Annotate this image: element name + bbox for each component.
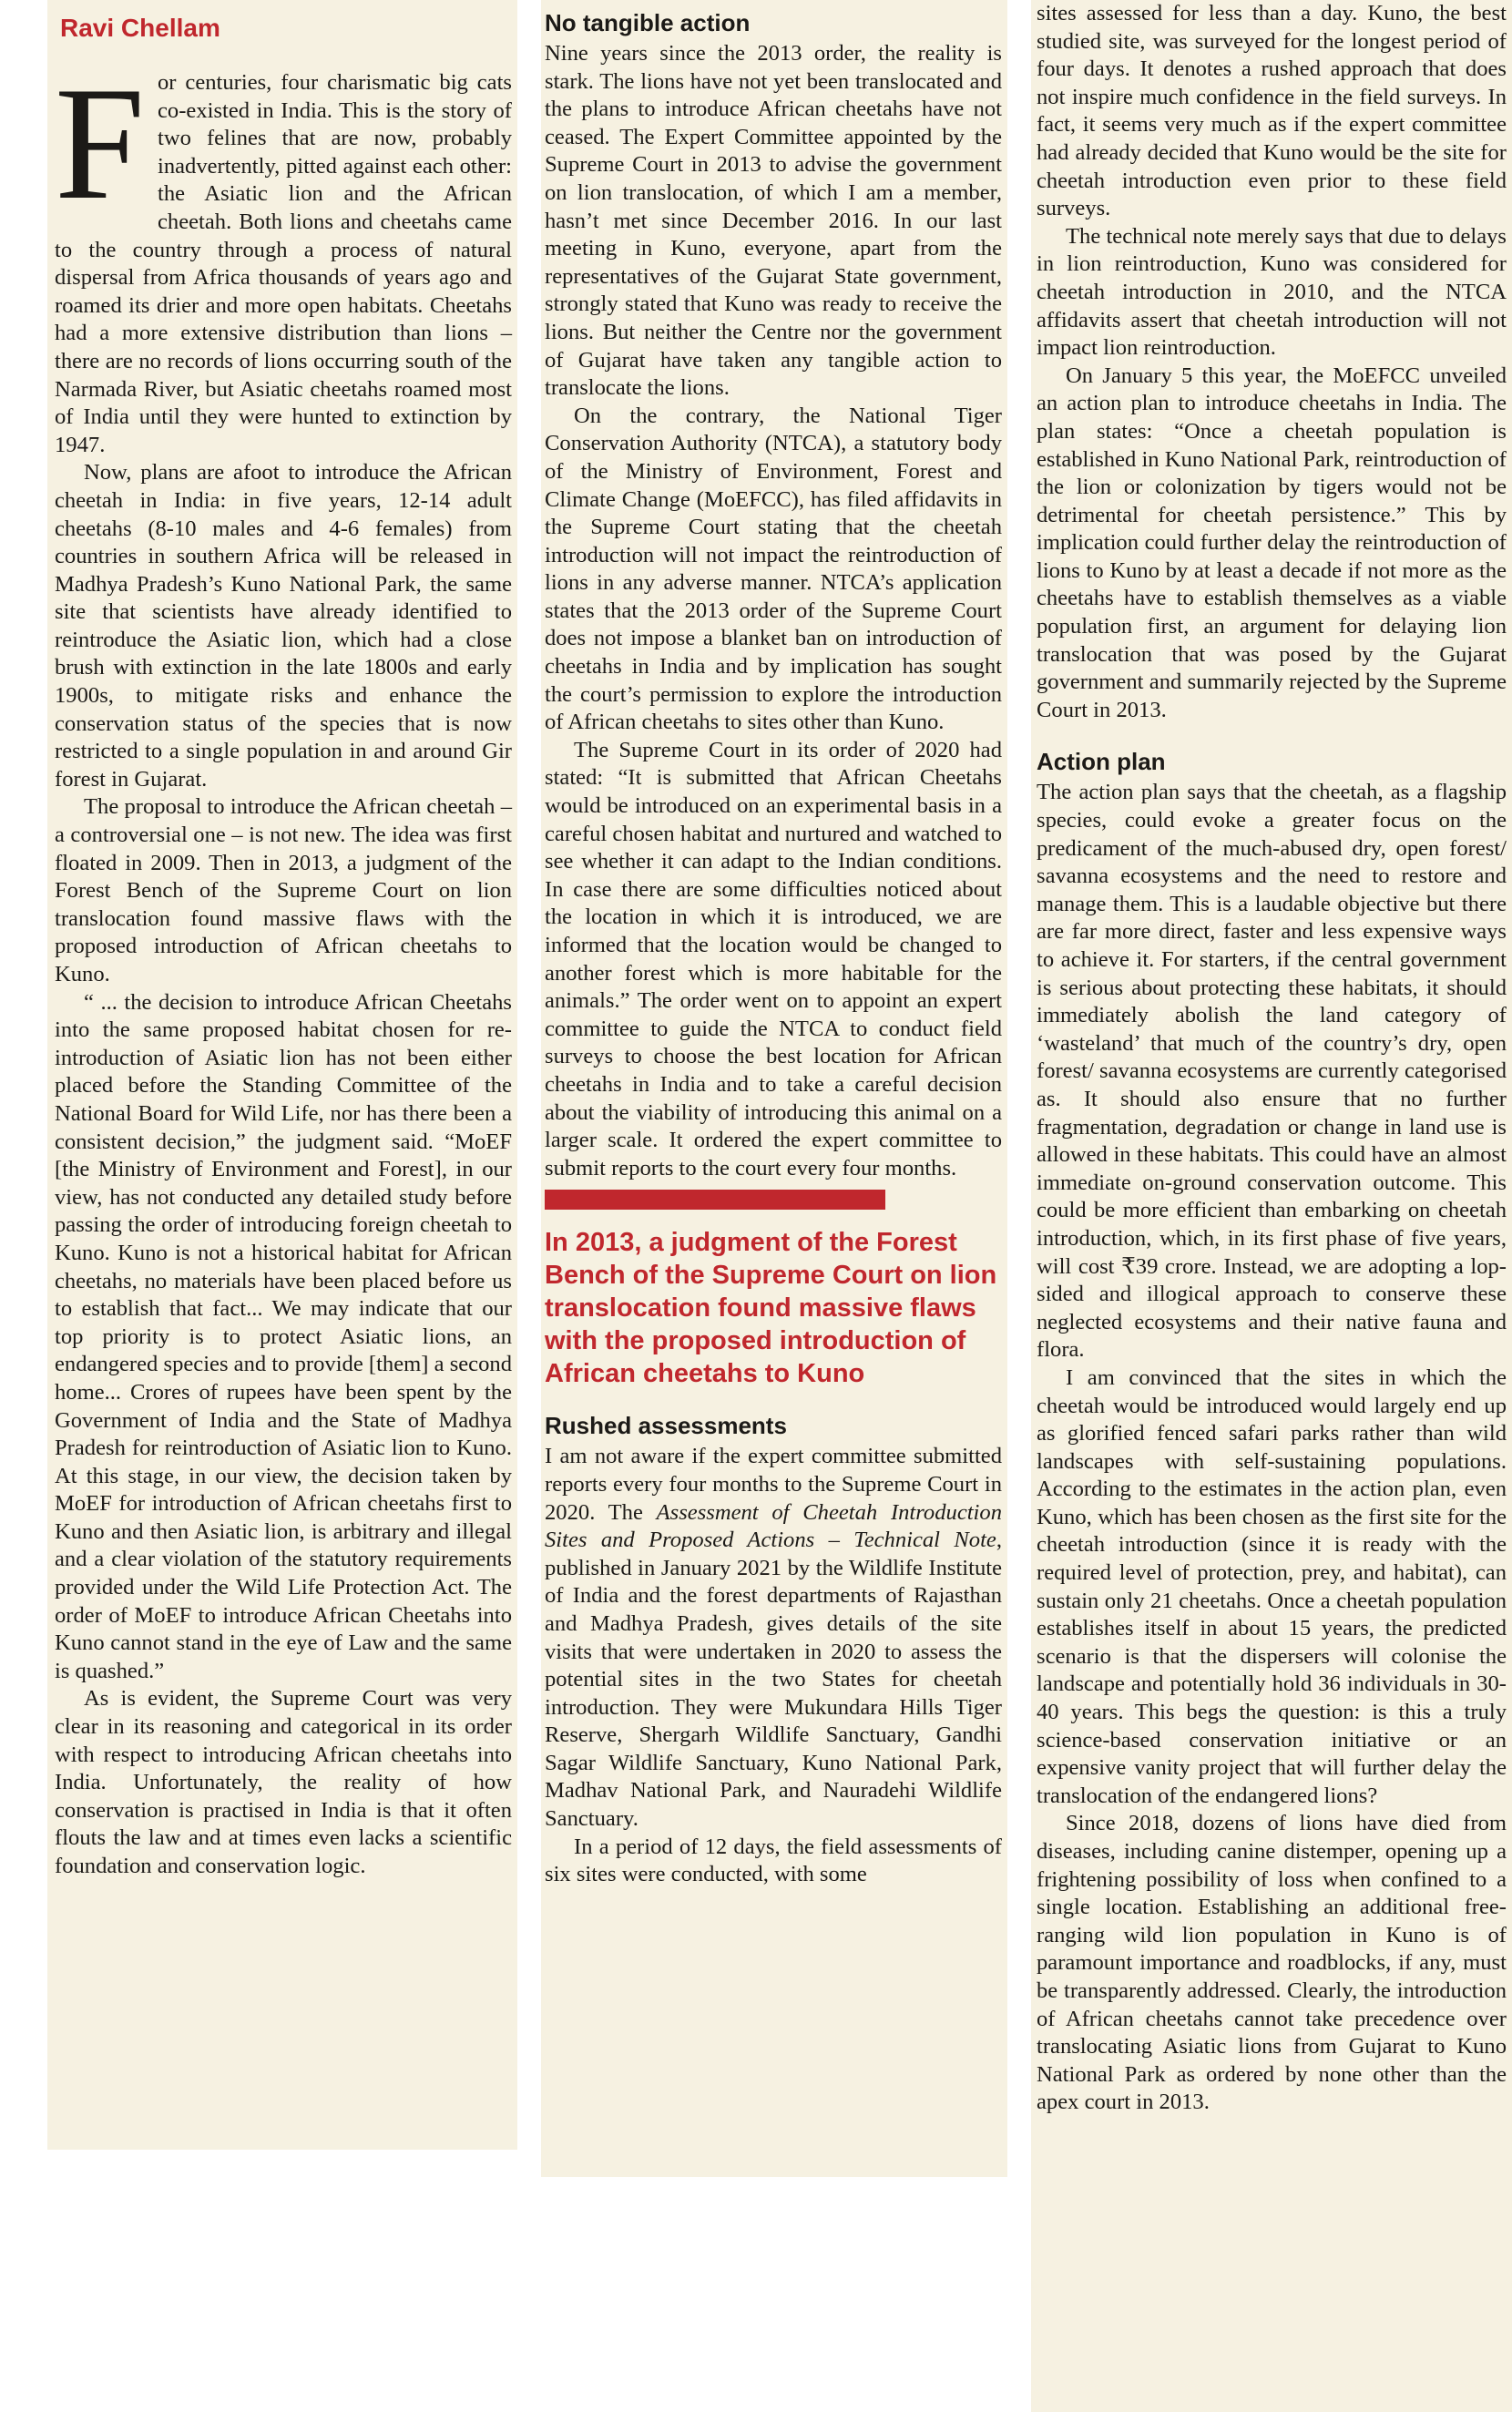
pullquote: In 2013, a judgment of the Forest Bench of the Supreme Court on lion translocation found massive flaws with the proposed introduction of African cheetahs to Kuno <box>545 1228 997 1389</box>
drop-cap: F <box>55 53 145 233</box>
paragraph: Now, plans are afoot to introduce the African cheetah in India: in five years, 12-14 adult cheetahs (8-10 males and 4-6 females) from countries in southern Africa will be released in Madhya Pradesh’s Kuno National Park, the same site that scientists have already identified to reintroduce the Asiatic lion, which had a close brush with extinction in the late 1800s and early 1900s, to mitigate risks and enhance the conservation status of the species that is now restricted to a single population in and around Gir forest in Gujarat. <box>55 460 512 792</box>
paragraph <box>545 1443 1002 1833</box>
subhead-action-plan: Action plan <box>1037 748 1166 776</box>
paragraph: The proposal to introduce the African cheetah – a controversial one – is not new. The idea was first floated in 2009. Then in 2013, a judgment of the Forest Bench of the Supreme Court on lion translocation found massive flaws with the proposed introduction of African cheetahs to Kuno. <box>55 794 512 986</box>
subhead-rushed-assessments: Rushed assessments <box>545 1412 787 1440</box>
paragraph: The technical note merely says that due to delays in lion reintroduction, Kuno was considered for cheetah introduction in 2010, and the NTCA affidavits assert that cheetah introduction will not impact lion reintroduction. <box>1037 223 1507 361</box>
article-column-2 <box>541 0 1007 2177</box>
paragraph: The action plan says that the cheetah, as a flagship species, could evoke a greater focus on the predicament of the much-abused dry, open forest/ savanna ecosystems and the need to restore and manage them. This is a laudable objective but there are far more direct, faster and less expensive ways to achieve it. For starters, if the central government is serious about protecting these habitats, it should immediately abolish the land category of ‘wasteland’ that much of the country’s dry, open forest/ savanna ecosystems are currently categorised as. It should also ensure that no further fragmentation, degradation or change in land use is allowed in these habitats. This could have an almost immediate on-ground conservation outcome. This could be more efficient than embarking on cheetah introduction, which, in its first phase of five years, will cost ₹39 crore. Instead, we are adopting a lop-sided and illogical approach to conserve these neglected ecosystems and their native fauna and flora. <box>1037 780 1507 1363</box>
article-column-1 <box>47 0 517 2150</box>
author-byline: Ravi Chellam <box>60 14 220 42</box>
paragraph: Nine years since the 2013 order, the reality is stark. The lions have not yet been translocated and the plans to introduce African cheetahs have not ceased. The Expert Committee appointed by the Supreme Court in 2013 to advise the government on lion translocation, of which I am a member, hasn’t met since December 2016. In our last meeting in Kuno, everyone, apart from the representatives of the Gujarat State government, strongly stated that Kuno was ready to receive the lions. But neither the Centre nor the government of Gujarat have taken any tangible action to translocate the lions. <box>545 41 1002 401</box>
paragraph: I am convinced that the sites in which the cheetah would be introduced would largely end up as glorified fenced safari parks rather than wild landscapes with self-sustaining populations. According to the estimates in the action plan, even Kuno, which has been chosen as the first site for the cheetah introduction (since it is ready with the required level of protection, prey, and habitat), can sustain only 21 cheetahs. Once a cheetah population establishes itself in about 15 years, the predicted scenario is that the dispersers will colonise the landscape and potentially hold 36 individuals in 30-40 years. This begs the question: is this a truly science-based conservation initiative or an expensive vanity project that will further delay the translocation of the endangered lions? <box>1037 1364 1507 1808</box>
paragraph: Since 2018, dozens of lions have died from diseases, including canine distemper, opening up a frightening possibility of loss when confined to a single location. Establishing an additional free-ranging wild lion population in Kuno is of paramount importance and roadblocks, if any, must be transparently addressed. Clearly, the introduction of African cheetahs cannot take precedence over translocating Asiatic lions from Gujarat to Kuno National Park as ordered by none other than the apex court in 2013. <box>1037 1811 1507 2115</box>
text-run: , published in January 2021 by the Wildlife Institute of India and the forest departments of Rajasthan and Madhya Pradesh, gives details of the site visits that were undertaken in 2020 to assess the potential sites in the two States for cheetah introduction. They were Mukundara Hills Tiger Reserve, Shergarh Wildlife Sanctuary, Gandhi Sagar Wildlife Sanctuary, Kuno National Park, Madhav National Park, and Nauradehi Wildlife Sanctuary. <box>545 1528 1002 1832</box>
paragraph: The Supreme Court in its order of 2020 had stated: “It is submitted that African Cheetahs would be introduced on an experimental basis in a careful chosen habitat and nurtured and watched to see whether it can adapt to the Indian conditions. In case there are some difficulties noticed about the location in which it is introduced, we are informed that the location would be changed to another forest which is more habitable for the animals.” The order went on to appoint an expert committee to guide the NTCA to conduct field surveys to choose the best location for African cheetahs in India and to take a careful decision about the viability of introducing this animal on a larger scale. It ordered the expert committee to submit reports to the court every four months. <box>545 737 1002 1180</box>
pullquote-bar <box>545 1190 885 1210</box>
paragraph: sites assessed for less than a day. Kuno, the best studied site, was surveyed for the longest period of four days. It denotes a rushed approach that does not inspire much confidence in the field surveys. In fact, it seems very much as if the expert committee had already decided that Kuno would be the site for cheetah introduction even prior to these field surveys. <box>1037 1 1507 221</box>
article-column-3 <box>1031 0 1512 2412</box>
paragraph: As is evident, the Supreme Court was very clear in its reasoning and categorical in its order with respect to introducing African cheetahs into India. Unfortunately, the reality of how conservation is practised in India is that it often flouts the law and at times even lacks a scientific foundation and conservation logic. <box>55 1686 512 1878</box>
subhead-no-tangible-action: No tangible action <box>545 9 751 36</box>
paragraph: In a period of 12 days, the field assessments of six sites were conducted, with some <box>545 1834 1002 1887</box>
paragraph: or centuries, four charismatic big cats co-existed in India. This is the story of two felines that are now, probably inadvertently, pitted against each other: the Asiatic lion and the African cheetah. Both lions and cheetahs came to the country through a process of natural dispersal from Africa thousands of years ago and roamed its drier and more open habitats. Cheetahs had a more extensive distribution than lions – there are no records of lions occurring south of the Narmada River, but Asiatic cheetahs roamed most of India until they were hunted to extinction by 1947. <box>55 70 512 457</box>
report-title: Assessment of Cheetah Introduction Sites and Proposed Actions – Technical Note <box>545 1499 1002 1553</box>
text-run: I am not aware if the expert committee submitted reports every four months to the Supreme Court in 2020. The <box>545 1444 1002 1525</box>
paragraph: On January 5 this year, the MoEFCC unveiled an action plan to introduce cheetahs in India. The plan states: “Once a cheetah population is established in Kuno National Park, reintroduction of the lion or colonization by tigers would not be detrimental for cheetah persistence.” This by implication could further delay the reintroduction of lions to Kuno by at least a decade if not more as the cheetahs have to establish themselves as a viable population first, an argument for delaying lion translocation that was posed by the Gujarat government and summarily rejected by the Supreme Court in 2013. <box>1037 363 1507 722</box>
paragraph: On the contrary, the National Tiger Conservation Authority (NTCA), a statutory body of the Ministry of Environment, Forest and Climate Change (MoEFCC), has filed affidavits in the Supreme Court stating that the cheetah introduction will not impact the reintroduction of lions in any adverse manner. NTCA’s application states that the 2013 order of the Supreme Court does not impose a blanket ban on introduction of cheetahs in India and by implication has sought the court’s permission to explore the introduction of African cheetahs to sites other than Kuno. <box>545 403 1002 735</box>
paragraph: “ ... the decision to introduce African Cheetahs into the same proposed habitat chosen for re-introduction of Asiatic lion has not been either placed before the Standing Committee of the National Board for Wild Life, nor has there been a consistent decision,” the judgment said. “MoEF [the Ministry of Environment and Forest], in our view, has not conducted any detailed study before passing the order of introducing foreign cheetah to Kuno. Kuno is not a historical habitat for African cheetahs, no materials have been placed before us to establish that fact... We may indicate that our top priority is to protect Asiatic lions, an endangered species and to provide [them] a second home... Crores of rupees have been spent by the Government of India and the State of Madhya Pradesh for reintroduction of Asiatic lion to Kuno. At this stage, in our view, the decision taken by MoEF for introduction of African cheetahs first to Kuno and then Asiatic lion, is arbitrary and illegal and a clear violation of the statutory requirements provided under the Wild Life Protection Act. The order of MoEF to introduce African Cheetahs into Kuno cannot stand in the eye of Law and the same is quashed.” <box>55 989 512 1683</box>
